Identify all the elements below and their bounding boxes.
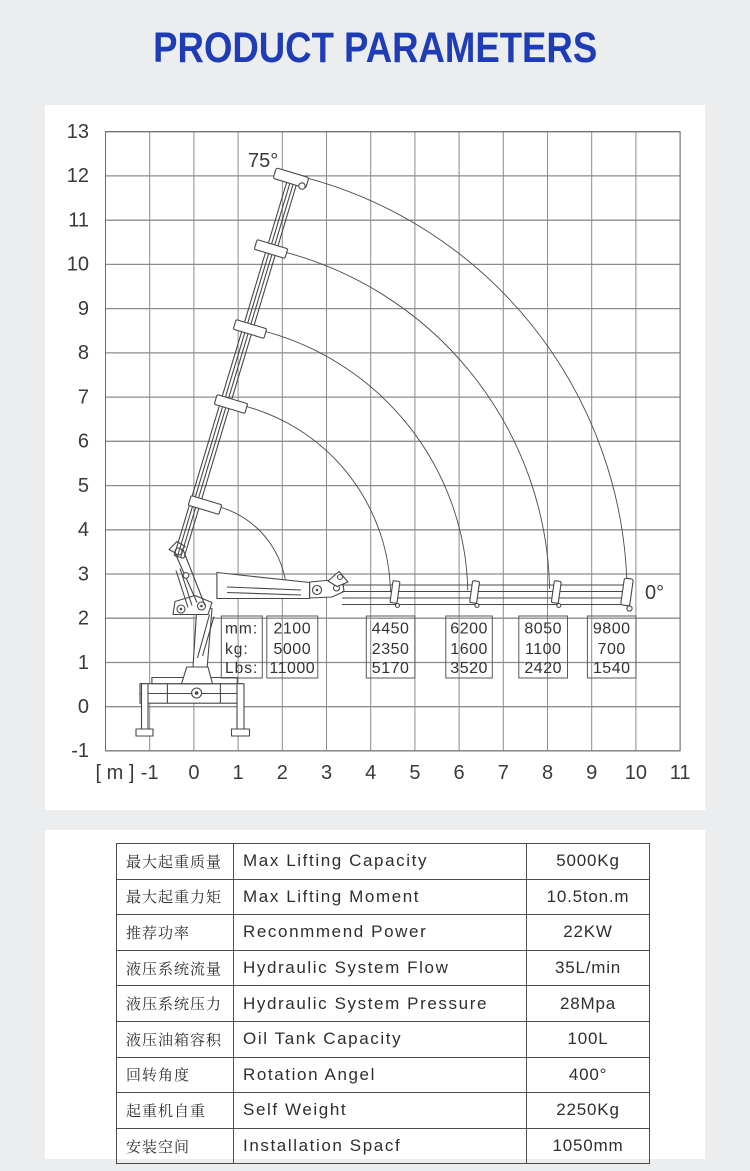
spec-en: Hydraulic System Pressure	[234, 986, 527, 1022]
page-title-text: PRODUCT PARAMETERS	[152, 24, 598, 72]
spec-cn: 起重机自重	[117, 1093, 234, 1129]
spec-cn: 液压系统压力	[117, 986, 234, 1022]
y-tick: 7	[77, 386, 89, 409]
spec-cn: 液压油箱容积	[117, 1021, 234, 1057]
load-value: 2100	[273, 620, 312, 638]
y-tick: 4	[77, 519, 89, 542]
x-axis-unit: [ m ]	[95, 762, 135, 784]
load-value: 11000	[269, 660, 316, 677]
table-row	[117, 1021, 650, 1057]
spec-value: 400°	[527, 1057, 650, 1093]
spec-table-panel	[45, 830, 705, 1159]
y-tick: 13	[66, 121, 89, 143]
x-axis-labels	[96, 762, 691, 784]
table-row	[117, 986, 650, 1022]
outrigger-leg-left	[142, 684, 149, 730]
spec-table	[116, 843, 650, 1164]
load-value: 8050	[524, 620, 562, 638]
spec-en: Self Weight	[234, 1093, 527, 1129]
spec-cn: 推荐功率	[117, 915, 234, 951]
y-tick: 6	[77, 430, 89, 453]
load-value: 700	[597, 641, 626, 658]
x-tick: 5	[409, 762, 421, 784]
spec-value: 1050mm	[527, 1128, 650, 1164]
spec-value: 22KW	[527, 915, 650, 951]
load-table-boxes	[221, 616, 636, 678]
boom-angle-labels	[248, 150, 664, 604]
load-chart-panel	[45, 105, 705, 810]
arc-9800mm	[295, 175, 627, 587]
x-tick: 9	[586, 762, 598, 784]
load-value: 5000	[273, 641, 312, 658]
arc-8050mm	[277, 250, 550, 589]
max-angle-label: 75°	[248, 150, 279, 172]
outrigger-pad-left	[136, 729, 153, 736]
x-tick: 10	[624, 762, 648, 784]
x-tick: 11	[669, 762, 691, 784]
min-angle-label: 0°	[645, 582, 665, 604]
spec-value: 35L/min	[527, 950, 650, 986]
spec-en: Installation Spacf	[234, 1128, 527, 1164]
row-label-kg: kg:	[225, 641, 249, 658]
row-label-lbs: Lbs:	[225, 660, 259, 677]
spec-en: Reconmmend Power	[234, 915, 527, 951]
table-row	[117, 1128, 650, 1164]
crane-base	[136, 667, 250, 736]
chart-grid	[106, 132, 681, 751]
x-tick: 0	[188, 762, 200, 784]
y-tick: 5	[77, 474, 89, 497]
x-tick: 2	[276, 762, 288, 784]
x-tick: 4	[365, 762, 377, 784]
spec-cn: 最大起重力矩	[117, 879, 234, 915]
load-value: 1100	[524, 641, 562, 658]
spec-cn: 安装空间	[117, 1128, 234, 1164]
y-tick: 0	[77, 696, 89, 718]
y-tick: 8	[77, 342, 89, 365]
x-tick: -1	[140, 762, 159, 784]
load-value: 2420	[524, 660, 562, 677]
y-tick: -1	[71, 740, 89, 763]
table-row	[117, 950, 650, 986]
table-row	[117, 915, 650, 951]
y-axis-labels	[67, 121, 89, 762]
arc-6200mm	[258, 330, 468, 591]
x-tick: 6	[453, 762, 465, 784]
crane-load-diagram	[45, 105, 705, 810]
spec-en: Max Lifting Moment	[234, 879, 527, 915]
y-tick: 11	[68, 209, 89, 232]
y-tick: 12	[66, 165, 89, 188]
hook-pin-75	[299, 183, 305, 189]
x-tick: 3	[320, 762, 333, 784]
spec-cn: 回转角度	[117, 1057, 234, 1093]
spec-en: Hydraulic System Flow	[234, 950, 527, 986]
load-value: 1600	[450, 641, 488, 658]
knuckle-joint	[173, 596, 212, 615]
spec-value: 10.5ton.m	[527, 879, 650, 915]
table-row	[117, 1057, 650, 1093]
table-row	[117, 879, 650, 915]
load-value: 5170	[371, 660, 410, 677]
spec-en: Max Lifting Capacity	[234, 844, 527, 880]
load-value: 3520	[450, 660, 488, 677]
load-value: 2350	[371, 641, 410, 658]
arc-4450mm	[240, 405, 391, 592]
spec-en: Oil Tank Capacity	[234, 1021, 527, 1057]
y-tick: 10	[66, 253, 89, 276]
x-tick: 8	[541, 762, 554, 784]
outrigger-leg-right	[237, 684, 244, 730]
outrigger-pad-right	[232, 729, 250, 736]
table-row	[117, 844, 650, 880]
table-row	[117, 1093, 650, 1129]
load-value: 4450	[371, 620, 410, 638]
row-label-mm: mm:	[225, 620, 259, 638]
y-tick: 9	[77, 297, 89, 320]
spec-value: 5000Kg	[527, 844, 650, 880]
boom-tip-0	[621, 578, 634, 606]
y-tick: 3	[77, 563, 89, 586]
load-value: 6200	[450, 620, 488, 638]
turret	[182, 667, 213, 684]
spec-cn: 最大起重质量	[117, 844, 234, 880]
spec-value: 2250Kg	[527, 1093, 650, 1129]
hook-pin-0	[627, 606, 632, 611]
spec-cn: 液压系统流量	[117, 950, 234, 986]
load-value: 9800	[592, 620, 631, 638]
x-tick: 1	[232, 762, 244, 784]
x-tick: 7	[497, 762, 509, 784]
boom-0deg	[217, 572, 633, 612]
spec-value: 28Mpa	[527, 986, 650, 1022]
page-title	[0, 24, 750, 73]
spec-value: 100L	[527, 1021, 650, 1057]
spec-en: Rotation Angel	[234, 1057, 527, 1093]
load-value: 1540	[592, 660, 631, 677]
y-tick: 1	[77, 651, 89, 674]
y-tick: 2	[77, 607, 89, 630]
